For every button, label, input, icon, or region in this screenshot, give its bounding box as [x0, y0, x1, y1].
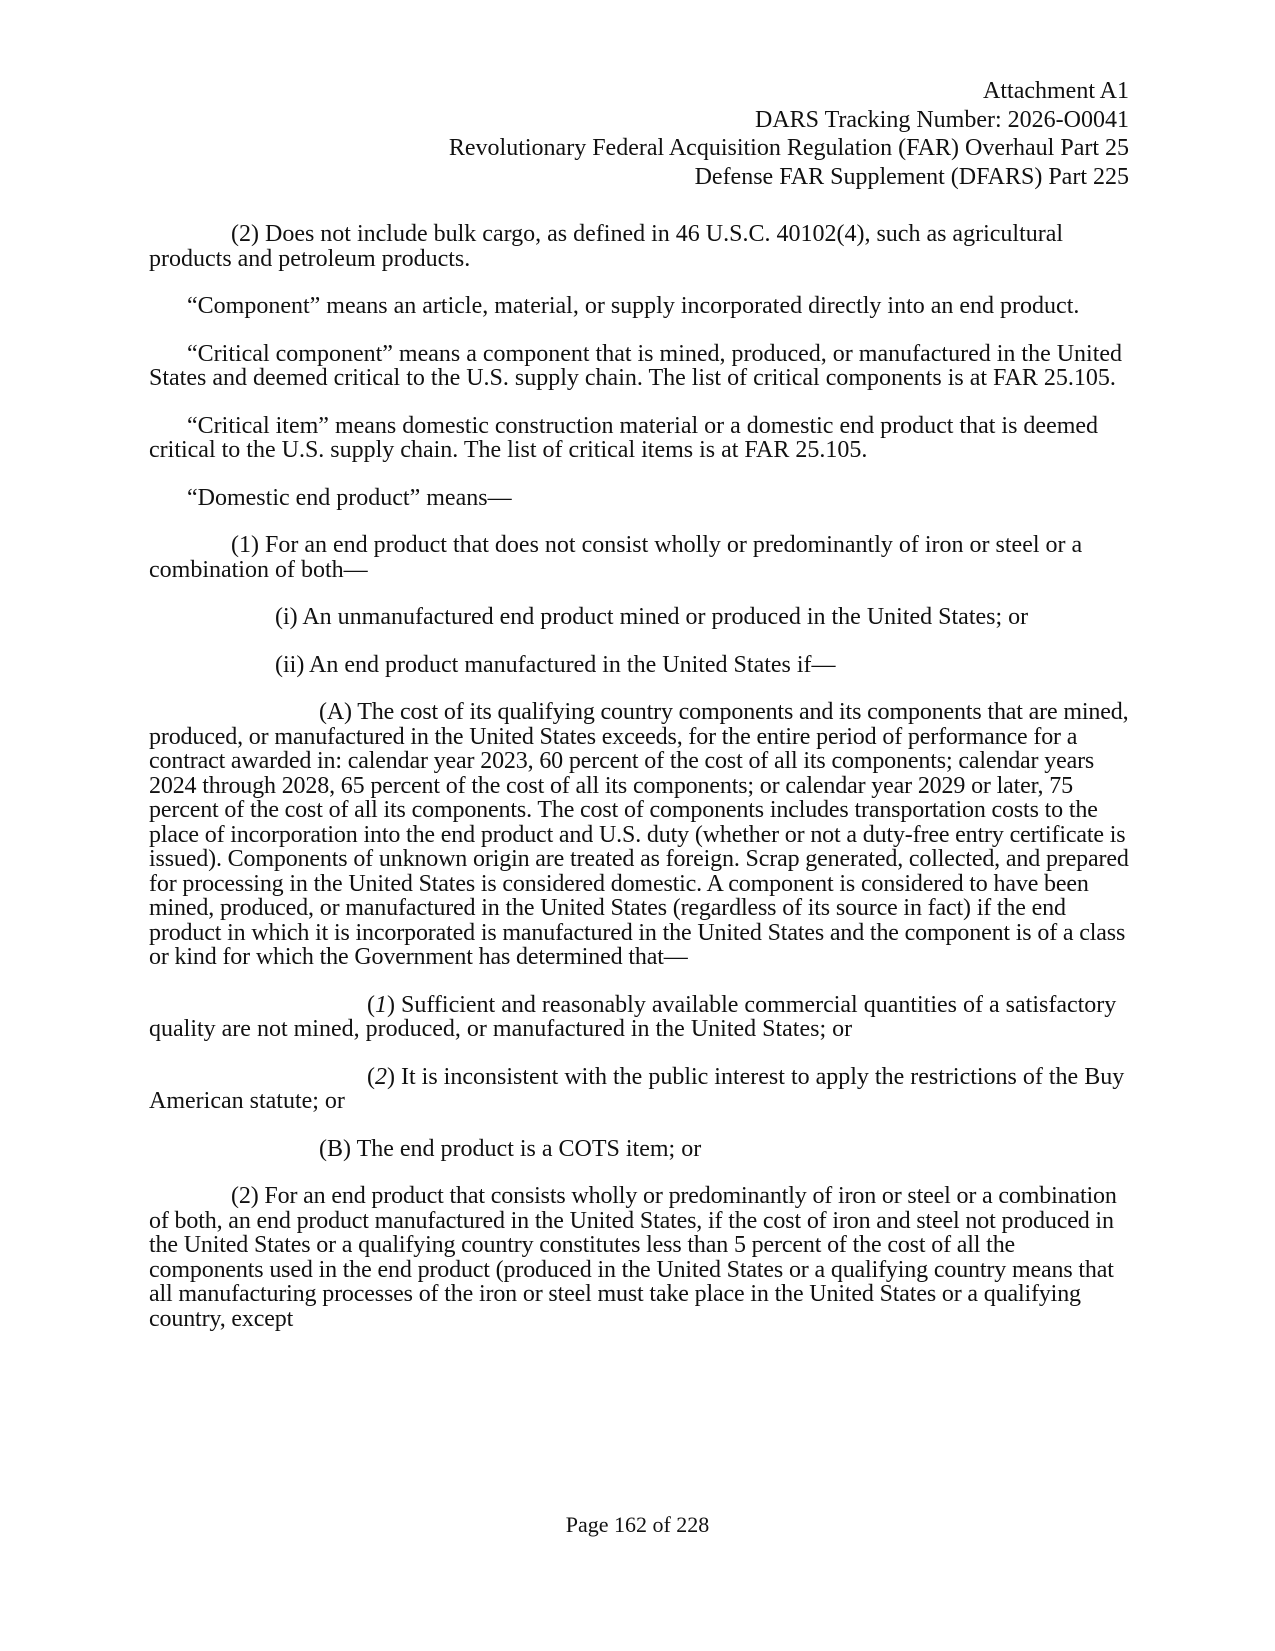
paragraph-number-close: )	[387, 991, 395, 1018]
paragraph-text: An end product manufactured in the United States if—	[309, 651, 836, 678]
paragraph-number-close: )	[387, 1063, 395, 1090]
paragraph-number: (i)	[275, 604, 298, 630]
paragraph-number-open: (	[367, 1063, 375, 1090]
document-body	[149, 222, 1129, 1331]
header-attachment: Attachment A1	[983, 78, 1129, 104]
paragraph-ii-manufactured	[149, 653, 1129, 678]
paragraph-number: (2)	[231, 1183, 259, 1209]
paragraph-number-italic: 1	[375, 991, 387, 1018]
paragraph-1-sufficient-quantities	[149, 993, 1129, 1042]
paragraph-number-open: (	[367, 991, 375, 1018]
paragraph-i-unmanufactured	[149, 605, 1129, 630]
paragraph-text: Does not include bulk cargo, as defined in 46 U.S.C. 40102(4), such as agricultural products and petroleum products.	[149, 221, 1064, 272]
paragraph-text: For an end product that does not consist wholly or predominantly of iron or steel or a combination of both—	[149, 532, 1083, 583]
page-header	[449, 77, 1129, 191]
paragraph-2-public-interest	[149, 1065, 1129, 1114]
paragraph-text: It is inconsistent with the public interest to apply the restrictions of the Buy American statute; or	[149, 1063, 1125, 1114]
page-number: Page 162 of 228	[565, 1512, 710, 1537]
header-dfars-part: Defense FAR Supplement (DFARS) Part 225	[694, 163, 1129, 190]
paragraph-1-not-iron-steel	[149, 533, 1129, 582]
paragraph-b-cots	[149, 1137, 1129, 1162]
paragraph-bulk-cargo	[149, 222, 1129, 271]
paragraph-number-italic: 2	[375, 1063, 387, 1090]
paragraph-number: (ii)	[275, 651, 305, 678]
paragraph-text: Sufficient and reasonably available commercial quantities of a satisfactory quality are not mined, produced, or manufactured in the United States; or	[149, 991, 1117, 1042]
header-far-part: Revolutionary Federal Acquisition Regulation (FAR) Overhaul Part 25	[448, 135, 1129, 161]
definition-component: “Component” means an article, material, or supply incorporated directly into an end product.	[187, 293, 1080, 319]
definition-critical-item: “Critical item” means domestic construction material or a domestic end product that is deemed critical to the U.S. supply chain. The list of critical items is at FAR 25.105.	[149, 412, 1099, 463]
definition-critical-component: “Critical component” means a component that is mined, produced, or manufactured in the United States and deemed critical to the U.S. supply chain. The list of critical components is at FAR 25.105.	[149, 340, 1123, 391]
paragraph-number: (B)	[319, 1135, 351, 1162]
header-tracking-number: DARS Tracking Number: 2026-O0041	[754, 106, 1129, 133]
paragraph-a-component-cost	[149, 700, 1129, 970]
paragraph-number: (2)	[231, 221, 259, 247]
paragraph-number: (A)	[319, 699, 352, 725]
paragraph-2-iron-steel	[149, 1184, 1129, 1331]
paragraph-text: For an end product that consists wholly or predominantly of iron or steel or a combination of both, an end product manufactured in the United States, if the cost of iron and steel not produced in the United States or a qualifying country constitutes less than 5 percent of the cost of all the components used in the end product (produced in the United States or a qualifying country means that all manufacturing processes of the iron or steel must take place in the United States or a qualifying country, except	[149, 1183, 1117, 1332]
paragraph-number: (1)	[231, 532, 259, 558]
paragraph-text: An unmanufactured end product mined or produced in the United States; or	[302, 604, 1029, 630]
definition-domestic-end-product: “Domestic end product” means—	[187, 484, 512, 511]
paragraph-text: The end product is a COTS item; or	[356, 1135, 702, 1162]
paragraph-text: The cost of its qualifying country components and its components that are mined, produced, or manufactured in the United States exceeds, for the entire period of performance for a contract awarded in: calendar year 2023, 60 percent of the cost of all its components; calendar years 2024 through 2028, 65 percent of the cost of all its components; or calendar year 2029 or later, 75 percent of the cost of all its components. The cost of components includes transportation costs to the place of incorporation into the end product and U.S. duty (whether or not a duty-free entry certificate is issued). Components of unknown origin are treated as foreign. Scrap generated, collected, and prepared for processing in the United States is considered domestic. A component is considered to have been mined, produced, or manufactured in the United States (regardless of its source in fact) if the end product in which it is incorporated is manufactured in the United States and the component is of a class or kind for which the Government has determined that—	[149, 699, 1129, 970]
